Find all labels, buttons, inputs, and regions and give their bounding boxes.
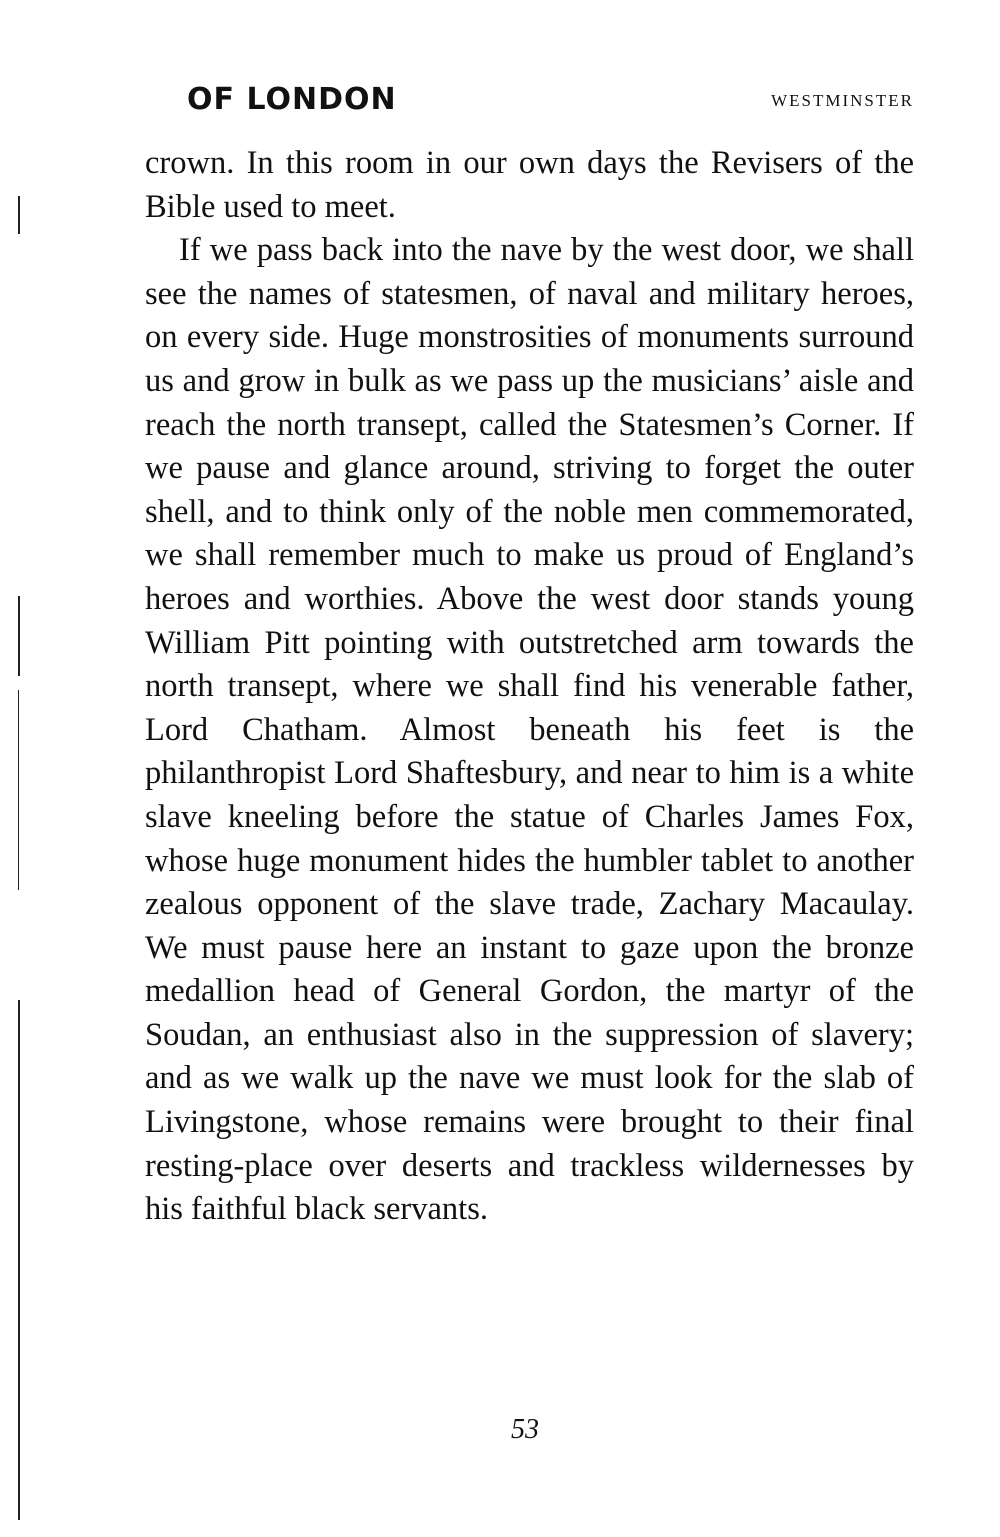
body-text [145, 142, 914, 1232]
scan-edge-mark [18, 596, 20, 676]
paragraph-continued: crown. In this room in our own days the Revisers of the Bible used to meet. [145, 145, 914, 225]
paragraph: If we pass back into the nave by the west door, we shall see the names of statesmen, of naval and military heroes, on every side. Huge monstrosities of monuments surround us and grow in bulk as we pass up the musicians’ aisle and reach the north transept, called the Statesmen’s Corner. If we pause and glance around, striving to forget the outer shell, and to think only of the noble men commemorated, we shall remember much to make us proud of England’s heroes and worthies. Above the west door stands young William Pitt pointing with outstretched arm towards the north transept, where we shall find his venerable father, Lord Chatham. Almost beneath his feet is the philanthropist Lord Shaftesbury, and near to him is a white slave kneeling before the statue of Charles James Fox, whose huge monument hides the humbler tablet to another zealous opponent of the slave trade, Zachary Macaulay. We must pause here an instant to gaze upon the bronze medallion head of General Gordon, the martyr of the Soudan, an enthusiast also in the suppression of slavery; and as we walk up the nave we must look for the slab of Livingstone, whose remains were brought to their final resting-place over deserts and trackless wildernesses by his faithful black servants. [145, 232, 914, 1228]
scan-edge-mark [18, 690, 19, 890]
page-number: 53 [511, 1414, 539, 1445]
running-head-title: OF LONDON [187, 82, 397, 117]
scan-edge-mark [18, 196, 20, 234]
running-head-section: WESTMINSTER [771, 91, 914, 110]
running-head [187, 80, 914, 120]
